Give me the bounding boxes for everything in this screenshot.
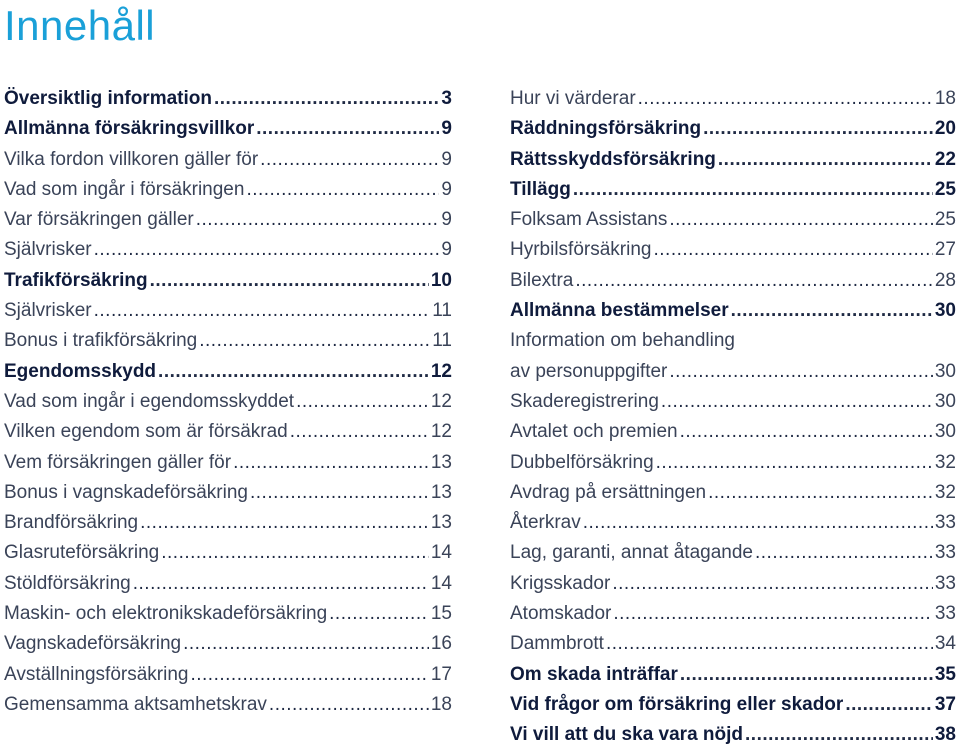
toc-entry-label: Bonus i vagnskadeförsäkring (4, 481, 248, 503)
toc-entry-page: 35 (934, 663, 956, 685)
toc-entry-label: Översiktlig information (4, 88, 212, 109)
toc-entry (510, 694, 956, 724)
dot-leader (703, 118, 933, 140)
toc-entry-page: 3 (441, 88, 452, 109)
dot-leader (329, 603, 429, 625)
toc-entry-page: 28 (934, 269, 956, 291)
toc-entry-label: Trafikförsäkring (4, 269, 148, 291)
toc-entry-page: 12 (430, 360, 452, 382)
toc-entry (4, 573, 452, 603)
toc-entry-page: 32 (934, 451, 956, 473)
toc-entry (4, 300, 452, 330)
toc-entry-page: 33 (934, 603, 956, 625)
toc-entry-label: Avtalet och premien (510, 421, 678, 443)
dot-leader (583, 512, 933, 534)
dot-leader (669, 361, 932, 383)
toc-entry-page: 16 (430, 633, 452, 655)
toc-entry-label: Krigsskador (510, 572, 611, 594)
toc-entry (510, 603, 956, 633)
dot-leader (190, 664, 428, 686)
toc-entry-label: Maskin- och elektronikskadeförsäkring (4, 603, 328, 625)
toc-entry-page: 33 (934, 512, 956, 534)
dot-leader (612, 573, 933, 595)
toc-entry (4, 452, 452, 482)
toc-entry (4, 482, 452, 512)
toc-entry-label: Om skada inträffar (510, 663, 678, 685)
toc-entry (510, 724, 956, 754)
dot-leader (680, 664, 933, 686)
toc-entry (4, 512, 452, 542)
dot-leader (214, 88, 439, 110)
toc-entry-page: 14 (430, 542, 452, 564)
toc-entry (510, 573, 956, 603)
dot-leader (731, 300, 933, 322)
dot-leader (290, 421, 429, 443)
toc-entry (510, 88, 956, 118)
toc-entry-label: Dammbrott (510, 633, 604, 655)
dot-leader (575, 270, 933, 292)
toc-entry-label: Bonus i trafikförsäkring (4, 330, 198, 352)
dot-leader (718, 149, 933, 171)
toc-entry-page: 30 (934, 421, 956, 443)
toc-entry (510, 239, 956, 269)
toc-entry-page: 15 (430, 603, 452, 625)
toc-entry-label: Rättsskyddsförsäkring (510, 148, 716, 170)
toc-entry (510, 179, 956, 209)
dot-leader (653, 239, 932, 261)
toc-entry-label: Hyrbilsförsäkring (510, 239, 652, 261)
dot-leader (94, 239, 440, 261)
toc-entry-page: 18 (934, 88, 956, 109)
toc-entry-label: Avdrag på ersättningen (510, 481, 707, 503)
dot-leader (199, 330, 430, 352)
toc-entry-page: 30 (934, 300, 956, 322)
toc-entry-label: Skaderegistrering (510, 390, 659, 412)
toc-entry-label: Tillägg (510, 178, 571, 200)
toc-entry-label: Vilka fordon villkoren gäller för (4, 148, 259, 170)
toc-entry (510, 452, 956, 482)
toc-entry-page: 10 (430, 269, 452, 291)
toc-entry (4, 361, 452, 391)
dot-leader (161, 542, 429, 564)
dot-leader (606, 633, 933, 655)
toc-entry-label: Självrisker (4, 300, 92, 322)
toc-entry (4, 118, 452, 148)
toc-entry-page: 27 (934, 239, 956, 261)
toc-entry-label: Folksam Assistans (510, 209, 668, 231)
toc-entry-page: 17 (430, 663, 452, 685)
toc-entry (4, 391, 452, 421)
toc-entry-label: Vid frågor om försäkring eller skador (510, 693, 844, 715)
toc-entry-label: Allmänna bestämmelser (510, 300, 729, 322)
toc-entry-label: Vilken egendom som är försäkrad (4, 421, 288, 443)
toc-entry-label: Egendomsskydd (4, 360, 157, 382)
toc-entry (510, 633, 956, 663)
toc-entry (4, 179, 452, 209)
toc-entry-label: Var försäkringen gäller (4, 209, 194, 231)
dot-leader (233, 452, 429, 474)
toc-entry-page: 9 (441, 209, 452, 231)
dot-leader (638, 88, 933, 110)
dot-leader (296, 391, 429, 413)
dot-leader (260, 149, 439, 171)
toc-entry-label: Vem försäkringen gäller för (4, 451, 232, 473)
toc-entry-label: Vagnskadeförsäkring (4, 633, 182, 655)
toc-entry-label: Hur vi värderar (510, 88, 636, 109)
toc-entry (4, 664, 452, 694)
toc-entry-label: Räddningsförsäkring (510, 118, 702, 140)
toc-entry (510, 209, 956, 239)
toc-entry-page: 30 (934, 360, 956, 382)
toc-entry-page: 33 (934, 542, 956, 564)
toc-entry (4, 209, 452, 239)
toc-entry-label: Glasruteförsäkring (4, 542, 160, 564)
toc-entry (510, 330, 956, 360)
toc-entry-label: Information om behandling (510, 330, 735, 352)
toc-entry-label: Vi vill att du ska vara nöjd (510, 724, 744, 746)
toc-entry (4, 694, 452, 724)
toc-entry-label: Gemensamma aktsamhetskrav (4, 693, 267, 715)
dot-leader (661, 391, 933, 413)
toc-entry-label: av personuppgifter (510, 360, 668, 382)
toc-entry-label: Allmänna försäkringsvillkor (4, 118, 255, 140)
toc-entry-page: 9 (441, 239, 452, 261)
toc-entry (510, 512, 956, 542)
toc-column-left (4, 88, 452, 724)
toc-entry (4, 603, 452, 633)
dot-leader (755, 542, 933, 564)
toc-entry-page: 9 (441, 178, 452, 200)
toc-entry-label: Atomskador (510, 603, 612, 625)
toc-entry (4, 270, 452, 300)
dot-leader (94, 300, 431, 322)
dot-leader (708, 482, 933, 504)
toc-entry-page: 34 (934, 633, 956, 655)
dot-leader (269, 694, 429, 716)
toc-entry-label: Avställningsförsäkring (4, 663, 189, 685)
toc-entry (510, 664, 956, 694)
toc-entry (510, 149, 956, 179)
toc-entry (4, 330, 452, 360)
dot-leader (140, 512, 429, 534)
dot-leader (256, 118, 439, 140)
toc-entry-label: Stöldförsäkring (4, 572, 131, 594)
toc-entry (4, 542, 452, 572)
toc-entry (4, 88, 452, 118)
dot-leader (613, 603, 932, 625)
toc-entry-page: 22 (934, 148, 956, 170)
toc-column-right (510, 88, 956, 755)
toc-entry-label: Självrisker (4, 239, 92, 261)
toc-entry (510, 391, 956, 421)
dot-leader (133, 573, 429, 595)
toc-entry-page: 12 (430, 421, 452, 443)
toc-entry (510, 118, 956, 148)
dot-leader (246, 179, 439, 201)
toc-entry-page: 33 (934, 572, 956, 594)
toc-entry-page: 38 (934, 724, 956, 746)
toc-entry (510, 361, 956, 391)
toc-entry (4, 421, 452, 451)
toc-entry-page: 13 (430, 481, 452, 503)
dot-leader (845, 694, 933, 716)
toc-entry (4, 633, 452, 663)
toc-entry-page: 13 (430, 451, 452, 473)
toc-entry-page: 25 (934, 209, 956, 231)
dot-leader (183, 633, 429, 655)
toc-entry-page: 13 (430, 512, 452, 534)
toc-entry-page: 9 (441, 148, 452, 170)
toc-entry-page: 20 (934, 118, 956, 140)
dot-leader (680, 421, 933, 443)
toc-entry-page: 37 (934, 693, 956, 715)
toc-entry-label: Vad som ingår i försäkringen (4, 178, 245, 200)
dot-leader (745, 724, 933, 746)
toc-entry-label: Vad som ingår i egendomsskyddet (4, 390, 295, 412)
toc-entry-label: Återkrav (510, 512, 581, 534)
toc-entry-label: Lag, garanti, annat åtagande (510, 542, 753, 564)
toc-entry (510, 421, 956, 451)
toc-entry-page: 14 (430, 572, 452, 594)
toc-entry (4, 149, 452, 179)
toc-entry (510, 542, 956, 572)
toc-entry-label: Bilextra (510, 269, 574, 291)
dot-leader (669, 209, 933, 231)
toc-entry (510, 270, 956, 300)
toc-entry-page: 30 (934, 390, 956, 412)
dot-leader (158, 361, 429, 383)
page-title: Innehåll (4, 2, 156, 49)
dot-leader (196, 209, 440, 231)
toc-entry-page: 9 (441, 118, 452, 140)
toc-entry-label: Brandförsäkring (4, 512, 139, 534)
toc-entry (4, 239, 452, 269)
dot-leader (573, 179, 933, 201)
toc-entry-page: 25 (934, 178, 956, 200)
toc-entry (510, 300, 956, 330)
toc-entry-page: 32 (934, 481, 956, 503)
dot-leader (656, 452, 933, 474)
toc-entry-page: 11 (432, 300, 452, 322)
toc-entry-label: Dubbelförsäkring (510, 451, 654, 473)
dot-leader (250, 482, 429, 504)
toc-entry-page: 12 (430, 390, 452, 412)
toc-entry (510, 482, 956, 512)
toc-entry-page: 18 (430, 693, 452, 715)
toc-entry-page: 11 (432, 330, 452, 352)
dot-leader (150, 270, 429, 292)
